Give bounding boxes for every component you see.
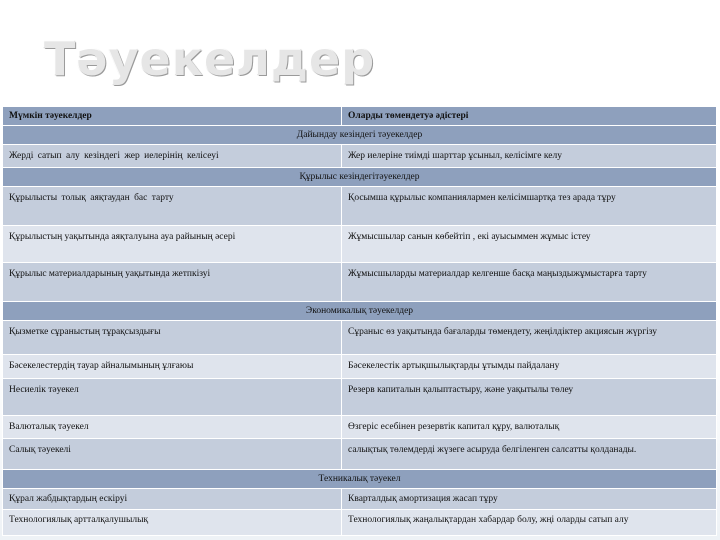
mitigation-cell: Қосымша құрылыс компаниялармен келісімшартқа тез арада тұру bbox=[342, 187, 717, 226]
mitigation-cell: Технологиялық жаңалықтардан хабардар болу, жңі оларды сатып алу bbox=[342, 510, 717, 536]
table-row bbox=[3, 263, 717, 302]
risk-cell: Бәсекелестердің тауар айналымының ұлғаюы bbox=[3, 355, 342, 379]
risk-cell: Салық тәуекелі bbox=[3, 439, 342, 470]
section-header-economic bbox=[3, 302, 717, 321]
mitigation-cell: Жұмысшыларды материалдар келгенше басқа маңыздыжұмыстарға тарту bbox=[342, 263, 717, 302]
mitigation-cell: Сұраныс өз уақытында бағаларды төмендету, жеңілдіктер акциясын жүргізу bbox=[342, 321, 717, 355]
section-header-technical bbox=[3, 470, 717, 489]
section-label: Экономикалық тәуекелдер bbox=[3, 302, 717, 321]
risk-cell: Құрылыс материалдарының уақытында жетпкізуі bbox=[3, 263, 342, 302]
risk-cell: Несиелік тәуекел bbox=[3, 379, 342, 416]
section-label: Құрылыс кезіндегітәуекелдер bbox=[3, 168, 717, 187]
section-label: Дайындау кезіндегі тәуекелдер bbox=[3, 126, 717, 145]
risk-table bbox=[2, 106, 717, 536]
table-row bbox=[3, 355, 717, 379]
table-row bbox=[3, 321, 717, 355]
header-possible-risks: Мүмкін тәуекелдер bbox=[3, 107, 342, 126]
table-row bbox=[3, 145, 717, 168]
mitigation-cell: Кварталдық амортизация жасап тұру bbox=[342, 489, 717, 510]
risk-cell: Құрал жабдықтардың ескіруі bbox=[3, 489, 342, 510]
table-row bbox=[3, 439, 717, 470]
table-row bbox=[3, 379, 717, 416]
risk-cell: Жерді сатып алу кезіндегі жер иелерінің келісеуі bbox=[3, 145, 342, 168]
table-header-row bbox=[3, 107, 717, 126]
table-row bbox=[3, 510, 717, 536]
section-header-preparation bbox=[3, 126, 717, 145]
table-row bbox=[3, 187, 717, 226]
table-row bbox=[3, 226, 717, 263]
mitigation-cell: салықтық төлемдерді жүзеге асыруда белгіленген салсатты қолданады. bbox=[342, 439, 717, 470]
section-header-construction bbox=[3, 168, 717, 187]
mitigation-cell: Жер иелеріне тиімді шарттар ұсыныл, келісімге келу bbox=[342, 145, 717, 168]
slide-title: Тәуекелдер bbox=[44, 32, 376, 86]
table-row bbox=[3, 489, 717, 510]
table-row bbox=[3, 416, 717, 439]
mitigation-cell: Бәсекелестік артықшылықтарды ұтымды пайдалану bbox=[342, 355, 717, 379]
section-label: Техникалық тәуекел bbox=[3, 470, 717, 489]
risk-cell: Құрылысты толық аяқтаудан бас тарту bbox=[3, 187, 342, 226]
header-mitigation-methods: Оларды төмендетуә әдістері bbox=[342, 107, 717, 126]
risk-cell: Валюталық тәуекел bbox=[3, 416, 342, 439]
risk-cell: Қызметке сұраныстың тұрақсыздығы bbox=[3, 321, 342, 355]
mitigation-cell: Өзгеріс есебінен резервтік капитал құру, валюталық bbox=[342, 416, 717, 439]
risk-cell: Технологиялық артталқалушылық bbox=[3, 510, 342, 536]
mitigation-cell: Резерв капиталын қалыптастыру, және уақытылы төлеу bbox=[342, 379, 717, 416]
mitigation-cell: Жұмысшылар санын көбейтіп , екі ауысыммен жұмыс істеу bbox=[342, 226, 717, 263]
risk-cell: Құрылыстың уақытында аяқталуына ауа райының әсері bbox=[3, 226, 342, 263]
